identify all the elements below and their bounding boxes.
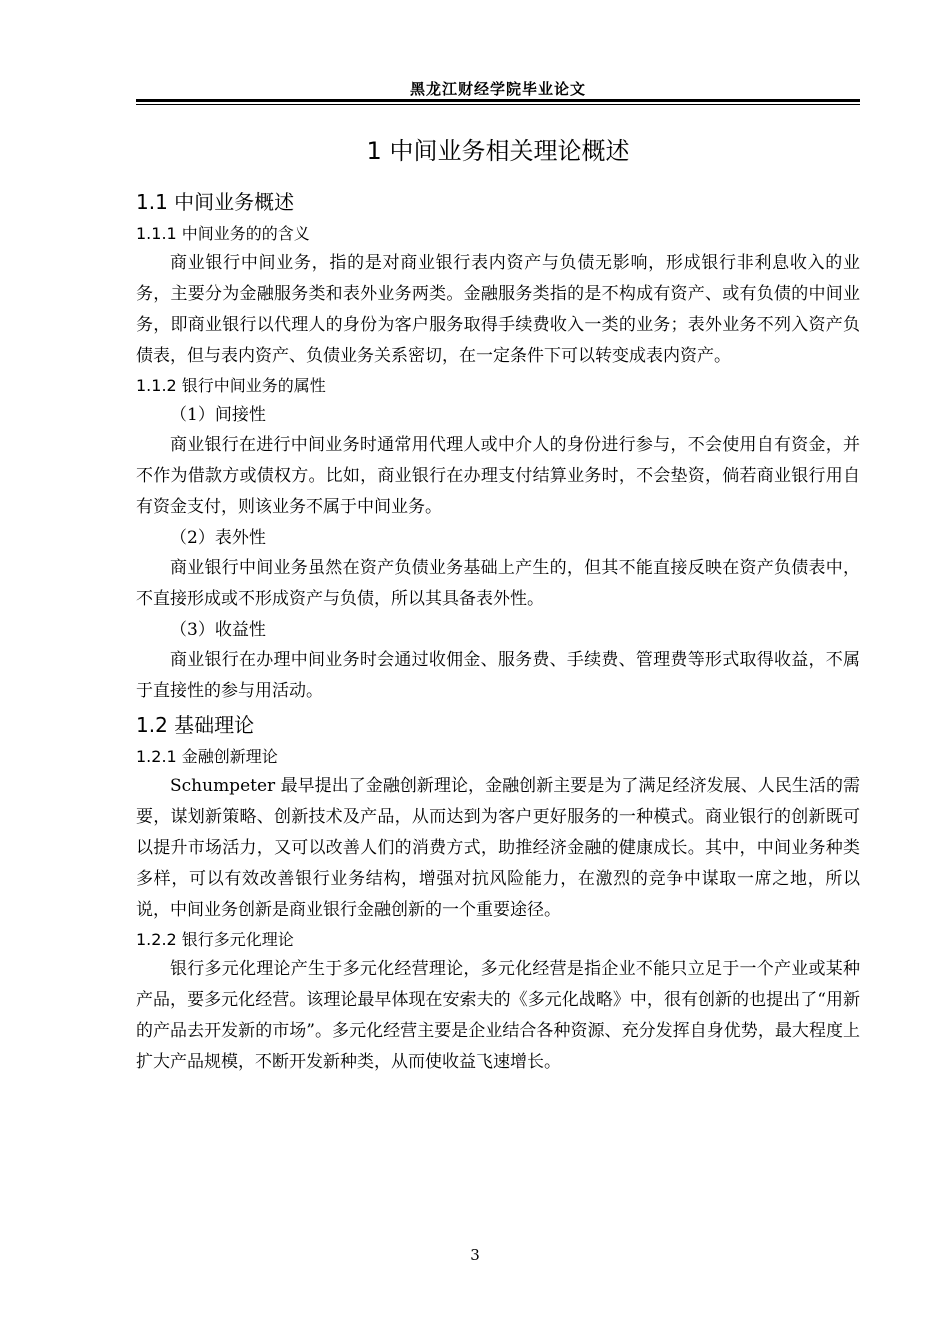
- list-item: （1）间接性: [170, 405, 266, 425]
- page-number: 3: [470, 1246, 480, 1264]
- running-header: 黑龙江财经学院毕业论文: [409, 80, 586, 98]
- section-heading-1-1: 1.1 中间业务概述: [136, 190, 295, 214]
- paragraph: Schumpeter 最早提出了金融创新理论，金融创新主要是为了满足经济发展、人民生活的需要，谋划新策略、创新技术及产品，从而达到为客户更好服务的一种模式。商业银行的创新既可以提升市场活力，又可以改善人们的消费方式，助推经济金融的健康成长。其中，中间业务种类多样，可以有效改善银行业务结构，增强对抗风险能力，在激烈的竞争中谋取一席之地，所以说，中间业务创新是商业银行金融创新的一个重要途径。: [136, 776, 860, 920]
- section-heading-1-2: 1.2 基础理论: [136, 713, 255, 737]
- subsection-heading-1-2-1: 1.2.1 金融创新理论: [136, 747, 278, 766]
- paragraph: 商业银行在办理中间业务时会通过收佣金、服务费、手续费、管理费等形式取得收益，不属于直接性的参与用活动。: [136, 650, 860, 701]
- list-item: （3）收益性: [170, 620, 266, 640]
- list-item: （2）表外性: [170, 528, 266, 548]
- paragraph: 商业银行在进行中间业务时通常用代理人或中介人的身份进行参与，不会使用自有资金，并不作为借款方或债权方。比如，商业银行在办理支付结算业务时，不会垫资，倘若商业银行用自有资金支付，则该业务不属于中间业务。: [136, 435, 860, 517]
- page-content: [136, 128, 860, 1078]
- paragraph: 商业银行中间业务，指的是对商业银行表内资产与负债无影响，形成银行非利息收入的业务，主要分为金融服务类和表外业务两类。金融服务类指的是不构成有资产、或有负债的中间业务，即商业银行以代理人的身份为客户服务取得手续费收入一类的业务；表外业务不列入资产负债表，但与表内资产、负债业务关系密切，在一定条件下可以转变成表内资产。: [136, 253, 860, 366]
- subsection-heading-1-2-2: 1.2.2 银行多元化理论: [136, 930, 294, 949]
- subsection-heading-1-1-1: 1.1.1 中间业务的的含义: [136, 224, 310, 243]
- header-rule-thick: [136, 99, 860, 102]
- paragraph: 银行多元化理论产生于多元化经营理论，多元化经营是指企业不能只立足于一个产业或某种产品，要多元化经营。该理论最早体现在安索夫的《多元化战略》中，很有创新的也提出了“用新的产品去开发新的市场”。多元化经营主要是企业结合各种资源、充分发挥自身优势，最大程度上扩大产品规模，不断开发新种类，从而使收益飞速增长。: [136, 959, 860, 1072]
- subsection-heading-1-1-2: 1.1.2 银行中间业务的属性: [136, 376, 326, 395]
- chapter-title: 1 中间业务相关理论概述: [366, 137, 630, 165]
- paragraph: 商业银行中间业务虽然在资产负债业务基础上产生的，但其不能直接反映在资产负债表中，不直接形成或不形成资产与负债，所以其具备表外性。: [136, 558, 860, 609]
- header-rule-thin: [136, 104, 860, 105]
